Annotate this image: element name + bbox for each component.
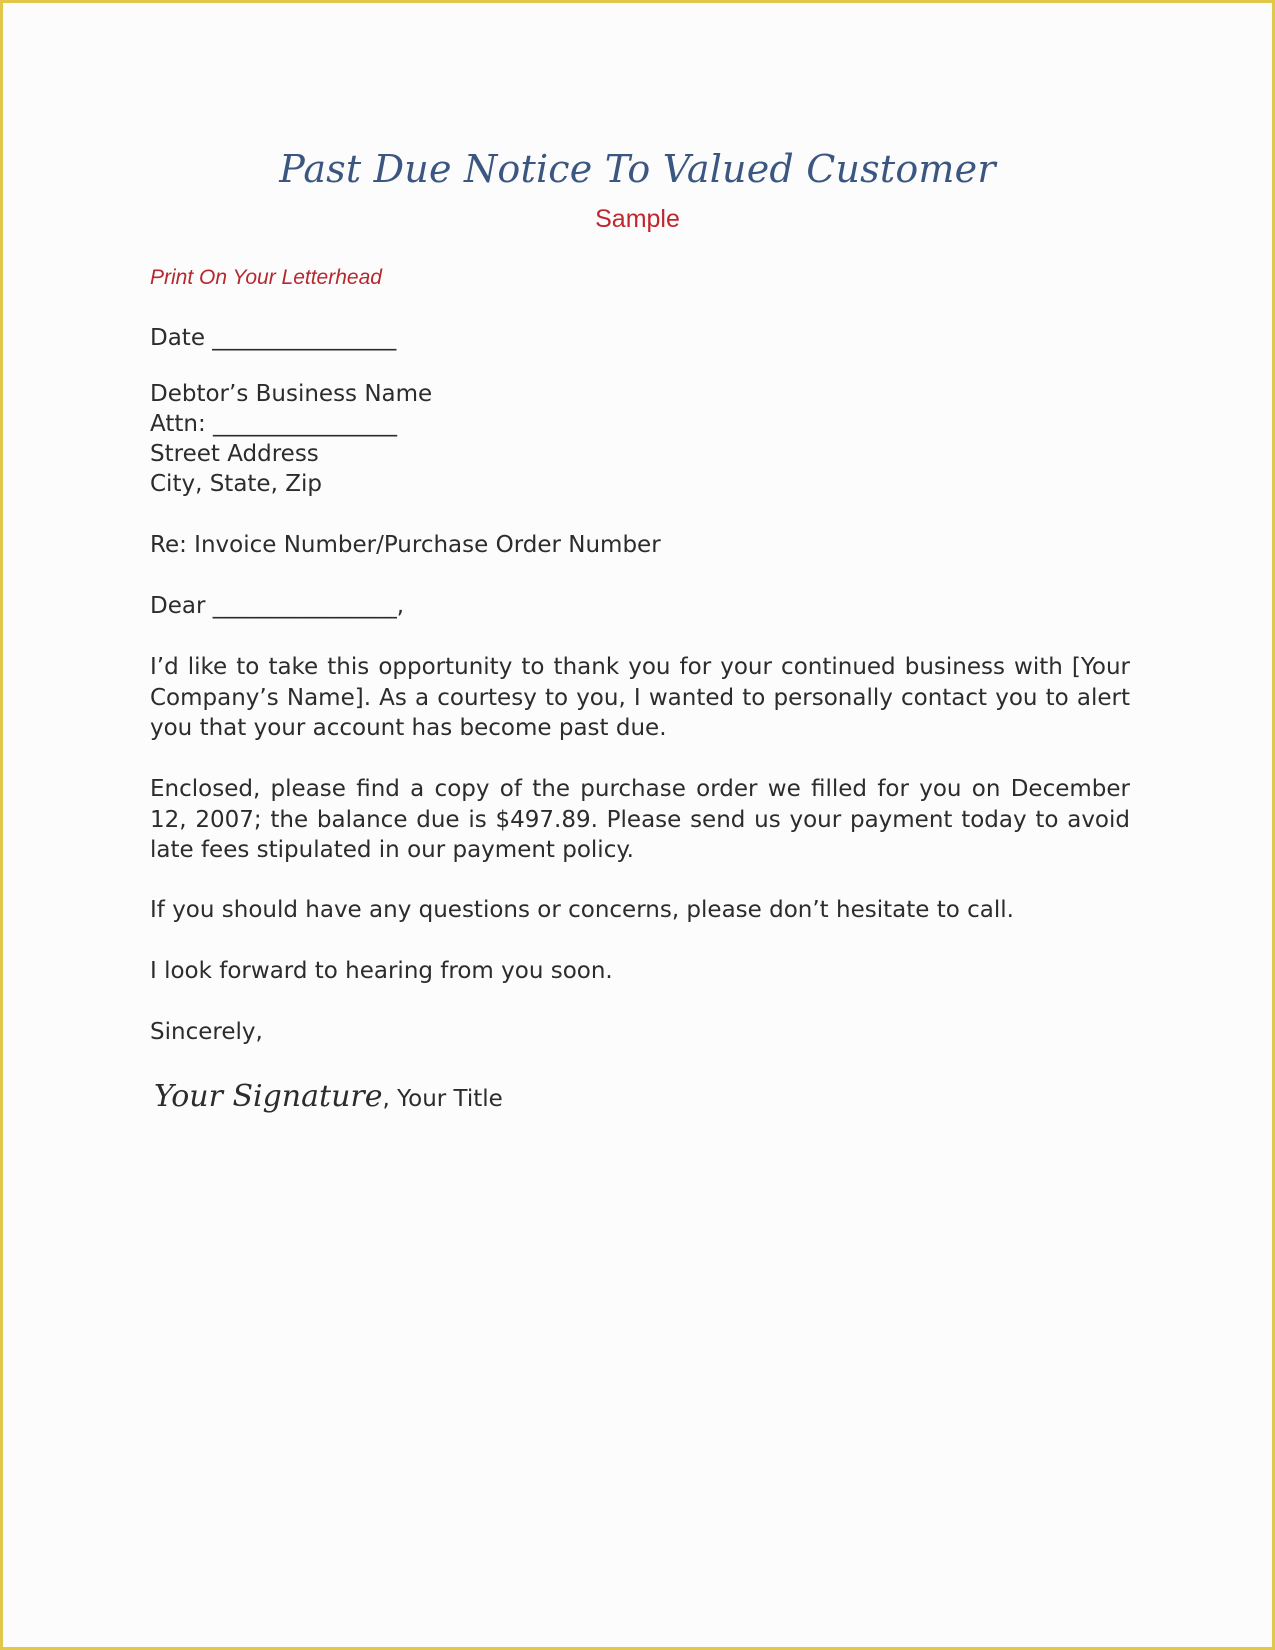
signature-title: , Your Title [382, 1086, 503, 1112]
signature: Your Signature [154, 1079, 383, 1114]
signature-line [154, 1079, 503, 1114]
recipient-city-state-zip: City, State, Zip [150, 471, 322, 497]
salutation: Dear ________________, [150, 593, 405, 619]
body-paragraph: I look forward to hearing from you soon. [150, 958, 613, 984]
re-line: Re: Invoice Number/Purchase Order Number [150, 532, 661, 558]
letter-title: Past Due Notice To Valued Customer [279, 147, 996, 191]
body-paragraph: I’d like to take this opportunity to thank you for your continued business with [Your Company’s Name]. As a courtesy to you, I wanted to personally contact you to alert you that your account has become past due. [150, 654, 1130, 741]
sample-label: Sample [595, 205, 680, 233]
date-line: Date ________________ [150, 325, 397, 351]
recipient-business-name: Debtor’s Business Name [150, 381, 433, 407]
body-paragraph: Enclosed, please find a copy of the purchase order we filled for you on December 12, 2007; the balance due is $497.89. Please send us your payment today to avoid late fees stipulated in our payment policy. [150, 776, 1130, 863]
body-paragraph: If you should have any questions or concerns, please don’t hesitate to call. [150, 897, 1014, 923]
letterhead-note: Print On Your Letterhead [150, 266, 382, 289]
recipient-street: Street Address [150, 441, 319, 467]
closing: Sincerely, [150, 1019, 263, 1045]
recipient-attn: Attn: ________________ [150, 411, 398, 437]
